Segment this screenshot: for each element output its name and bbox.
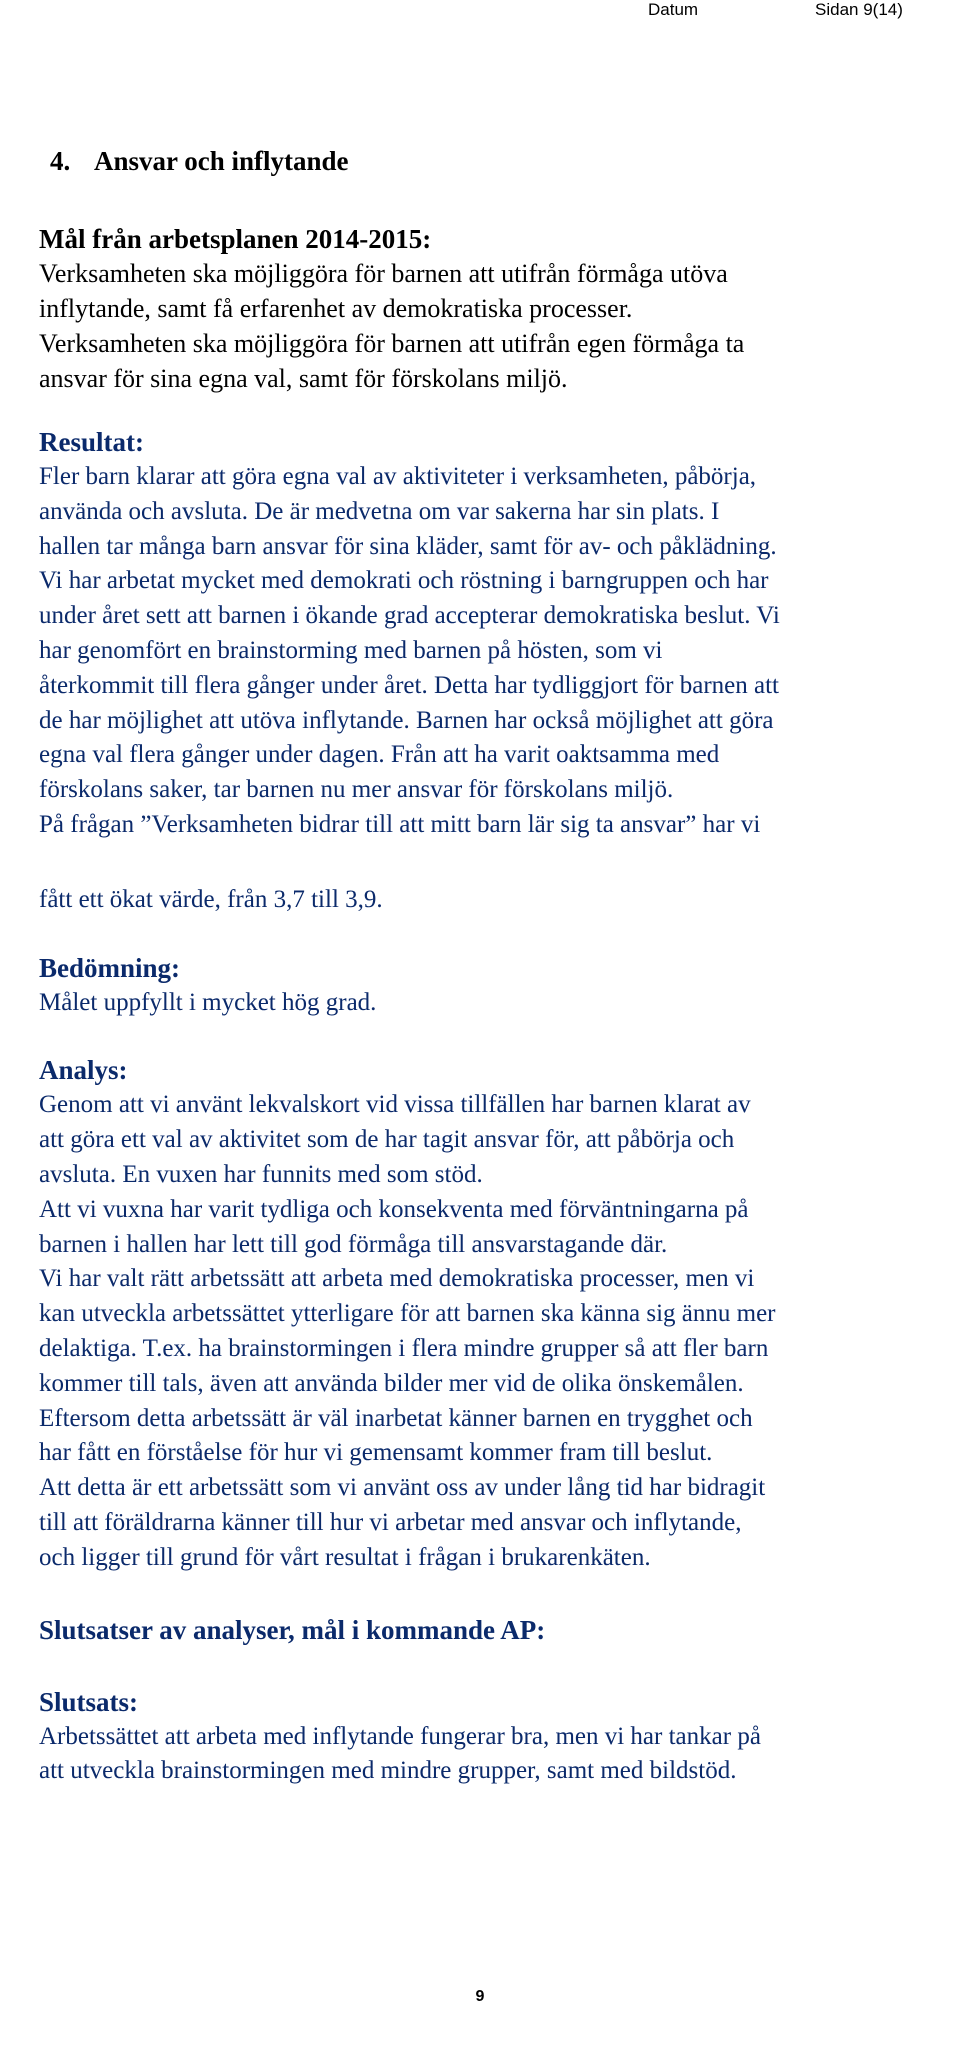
bedomning-text: Målet uppfyllt i mycket hög grad. bbox=[39, 988, 377, 1016]
bedomning-heading: Bedömning: bbox=[39, 952, 181, 983]
document-body bbox=[39, 144, 939, 1789]
section-title bbox=[39, 144, 939, 178]
section-title-text: Ansvar och inflytande bbox=[94, 146, 349, 176]
resultat-heading: Resultat: bbox=[39, 427, 144, 457]
slutsats-text: Arbetssättet att arbeta med inflytande fungerar bra, men vi har tankar på att utveckla brainstormingen med mindre grupper, samt med bildstöd. bbox=[39, 1722, 761, 1785]
page-header bbox=[0, 0, 960, 24]
goal-text: Verksamheten ska möjliggöra för barnen att utifrån förmåga utöva inflytande, samt få erfarenhet av demokratiska processer. Verksamheten ska möjliggöra för barnen att utifrån egen förmåga ta ansvar för sina egna val, samt för förskolans miljö. bbox=[39, 259, 745, 393]
header-date-label: Datum bbox=[648, 0, 699, 19]
resultat-text-continued: fått ett ökat värde, från 3,7 till 3,9. bbox=[39, 885, 383, 913]
slutsats-heading: Slutsats: bbox=[39, 1686, 139, 1717]
resultat-text: Fler barn klarar att göra egna val av aktiviteter i verksamheten, påbörja, använda och avsluta. De är medvetna om var sakerna har sin plats. I hallen tar många barn ansvar för sina kläder, samt för av- och påklädning. Vi har arbetat mycket med demokrati och röstning i barngruppen och har under året sett att barnen i ökande grad accepterar demokratiska beslut. Vi har genomfört en brainstorming med barnen på hösten, som vi återkommit till flera gånger under året. Detta har tydliggjort för barnen att de har möjlighet att utöva inflytande. Barnen har också möjlighet att göra egna val flera gånger under dagen. Från att ha varit oaktsamma med förskolans saker, tar barnen nu mer ansvar för förskolans miljö. På frågan ”Verksamheten bidrar till att mitt barn lär sig ta ansvar” har vi bbox=[39, 463, 780, 838]
analys-heading: Analys: bbox=[39, 1055, 128, 1086]
analys-text: Genom att vi använt lekvalskort vid vissa tillfällen har barnen klarat av att göra ett val av aktivitet som de har tagit ansvar för, att påbörja och avsluta. En vuxen har funnits med som stöd. Att vi vuxna har varit tydliga och konsekventa med förväntningarna på barnen i hallen har lett till god förmåga till ansvarstagande där. Vi har valt rätt arbetssätt att arbeta med demokratiska processer, men vi kan utveckla arbetssättet ytterligare för att barnen ska känna sig ännu mer delaktiga. T.ex. ha brainstormingen i flera mindre grupper så att fler barn kommer till tals, även att använda bilder mer vid de olika önskemålen. Eftersom detta arbetssätt är väl inarbetat känner barnen en trygghet och har fått en förståelse för hur vi gemensamt kommer fram till beslut. Att detta är ett arbetssätt som vi använt oss av under lång tid har bidragit till att föräldrarna känner till hur vi arbetar med ansvar och inflytande, och ligger till grund för vårt resultat i frågan i brukarenkäten. bbox=[39, 1091, 776, 1571]
section-number: 4. bbox=[50, 146, 71, 176]
slutsatser-heading: Slutsatser av analyser, mål i kommande AP: bbox=[39, 1614, 546, 1645]
page-number: 9 bbox=[475, 1988, 485, 2005]
header-page-label: Sidan 9(14) bbox=[815, 0, 903, 19]
goal-heading: Mål från arbetsplanen 2014-2015: bbox=[39, 224, 432, 254]
